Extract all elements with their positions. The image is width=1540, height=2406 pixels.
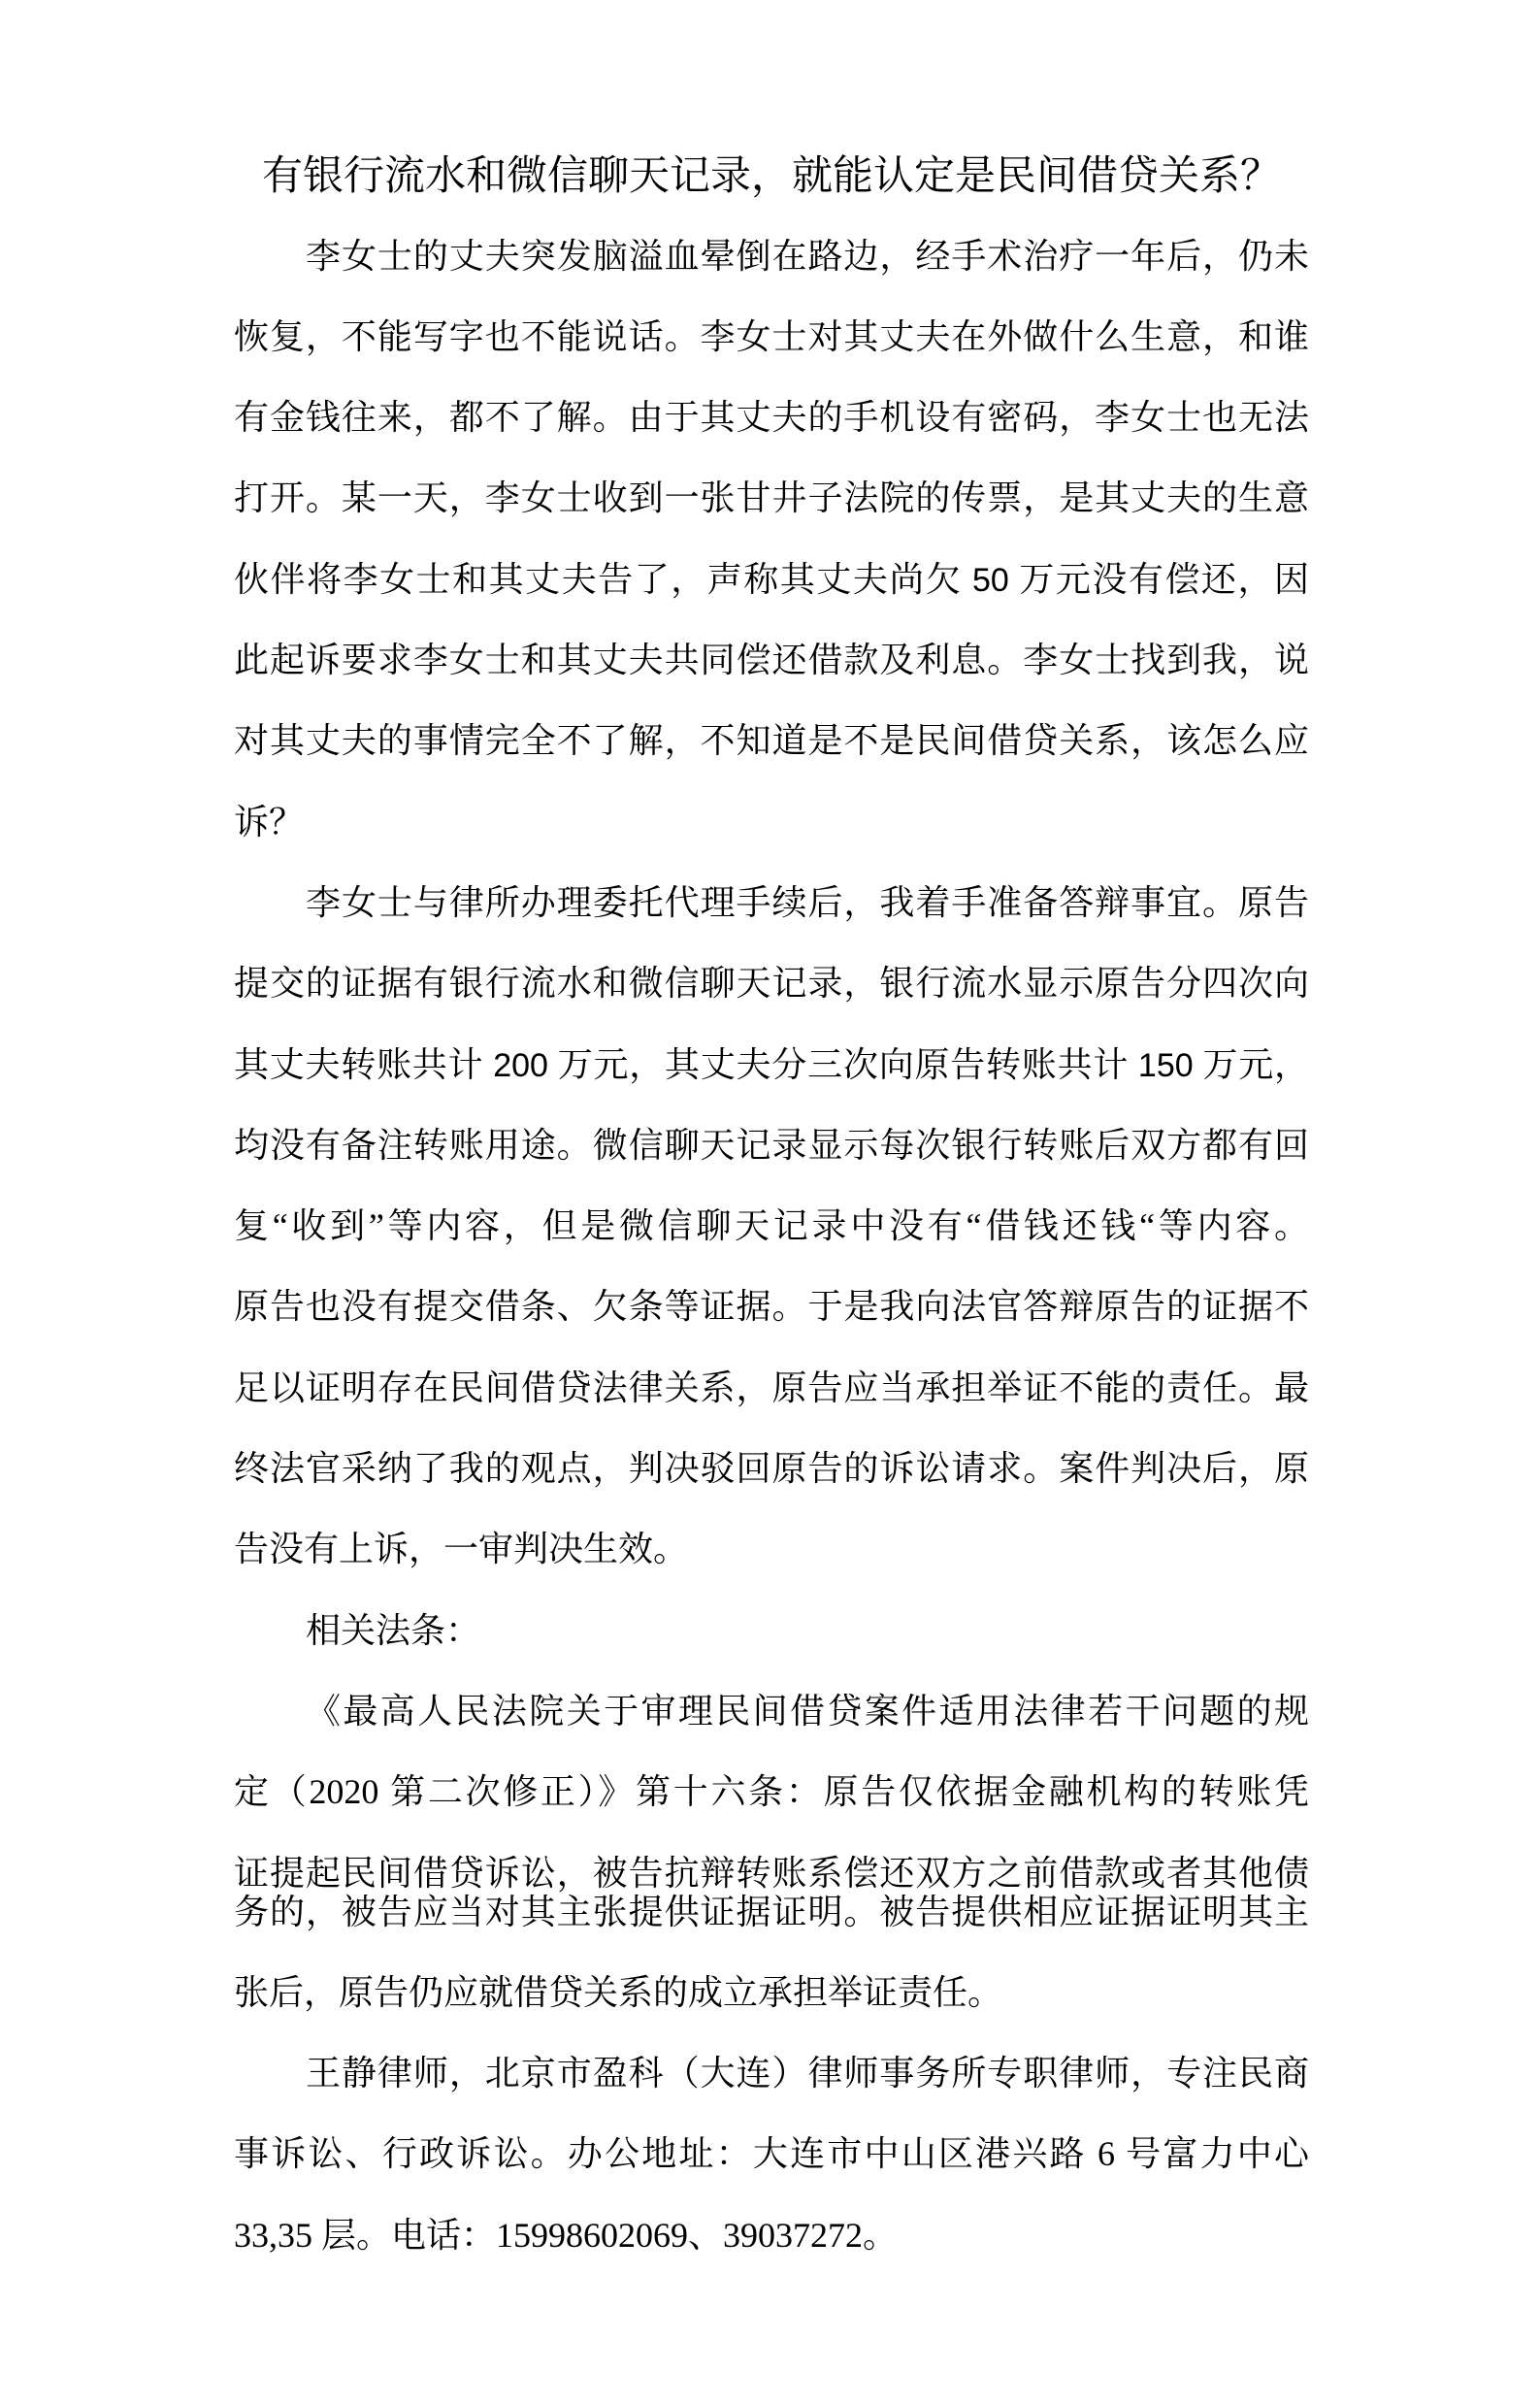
article-title: 有银行流水和微信聊天记录，就能认定是民间借贷关系？ <box>261 152 1281 199</box>
defense-line <box>234 1025 1309 1105</box>
article-body <box>234 135 1309 2276</box>
case-story-line: 有金钱往来，都不了解。由于其丈夫的手机设有密码，李女士也无法 <box>234 398 1309 438</box>
amount-number: 50 <box>971 561 1009 599</box>
text-segment: 伙伴将李女士和其丈夫告了，声称其丈夫尚欠 <box>234 559 972 599</box>
author-contact-line: 33,35 层。电话：15998602069、39037272。 <box>234 2215 899 2255</box>
law-text-line: 定（2020 第二次修正）》第十六条：原告仅依据金融机构的转账凭 <box>234 1772 1309 1812</box>
author-info-line: 王静律师，北京市盈科（大连）律师事务所专职律师，专注民商 <box>306 2054 1309 2093</box>
defense-line: 均没有备注转账用途。微信聊天记录显示每次银行转账后双方都有回 <box>234 1125 1309 1165</box>
law-heading: 相关法条： <box>306 1610 481 1650</box>
paragraph-law-text <box>234 1671 1309 2033</box>
case-story-line: 诉？ <box>234 802 305 841</box>
defense-line: 终法官采纳了我的观点，判决驳回原告的诉讼请求。案件判决后，原 <box>234 1449 1309 1489</box>
defense-line: 告没有上诉，一审判决生效。 <box>234 1530 689 1569</box>
amount-number: 150 <box>1137 1046 1194 1084</box>
law-text-line: 务的，被告应当对其主张提供证据证明。被告提供相应证据证明其主 <box>234 1892 1309 1931</box>
paragraph-defense <box>234 863 1309 1591</box>
law-text-line: 证提起民间借贷诉讼，被告抗辩转账系偿还双方之前借款或者其他债 <box>234 1853 1309 1893</box>
text-segment: 万元没有偿还，因 <box>1008 559 1309 599</box>
paragraph-case-story <box>234 216 1309 863</box>
case-story-line: 对其丈夫的事情完全不了解，不知道是不是民间借贷关系，该怎么应 <box>234 721 1309 761</box>
text-segment: 万元， <box>1193 1044 1309 1084</box>
defense-line: 原告也没有提交借条、欠条等证据。于是我向法官答辩原告的证据不 <box>234 1287 1309 1327</box>
defense-line: 提交的证据有银行流水和微信聊天记录，银行流水显示原告分四次向 <box>234 964 1309 1004</box>
defense-line: 足以证明存在民间借贷法律关系，原告应当承担举证不能的责任。最 <box>234 1368 1309 1407</box>
law-text-line: 张后，原告仍应就借贷关系的成立承担举证责任。 <box>234 1972 1003 2012</box>
paragraph-author-info <box>234 2033 1309 2276</box>
author-info-line: 事诉讼、行政诉讼。办公地址：大连市中山区港兴路 6 号富力中心 <box>234 2134 1309 2174</box>
case-story-line <box>234 540 1309 620</box>
case-story-line: 打开。某一天，李女士收到一张甘井子法院的传票，是其丈夫的生意 <box>234 478 1309 518</box>
defense-line: 复“收到”等内容，但是微信聊天记录中没有“借钱还钱“等内容。 <box>234 1206 1309 1246</box>
text-segment: 其丈夫转账共计 <box>234 1044 494 1084</box>
case-story-line: 李女士的丈夫突发脑溢血晕倒在路边，经手术治疗一年后，仍未 <box>306 236 1309 276</box>
law-text-line: 《最高人民法院关于审理民间借贷案件适用法律若干问题的规 <box>306 1691 1309 1730</box>
case-story-line: 此起诉要求李女士和其丈夫共同偿还借款及利息。李女士找到我，说 <box>234 641 1309 680</box>
case-story-line: 恢复，不能写字也不能说话。李女士对其丈夫在外做什么生意，和谁 <box>234 316 1309 356</box>
amount-number: 200 <box>493 1046 548 1084</box>
text-segment: 万元，其丈夫分三次向原告转账共计 <box>547 1044 1138 1084</box>
defense-line: 李女士与律所办理委托代理手续后，我着手准备答辩事宜。原告 <box>306 882 1309 922</box>
